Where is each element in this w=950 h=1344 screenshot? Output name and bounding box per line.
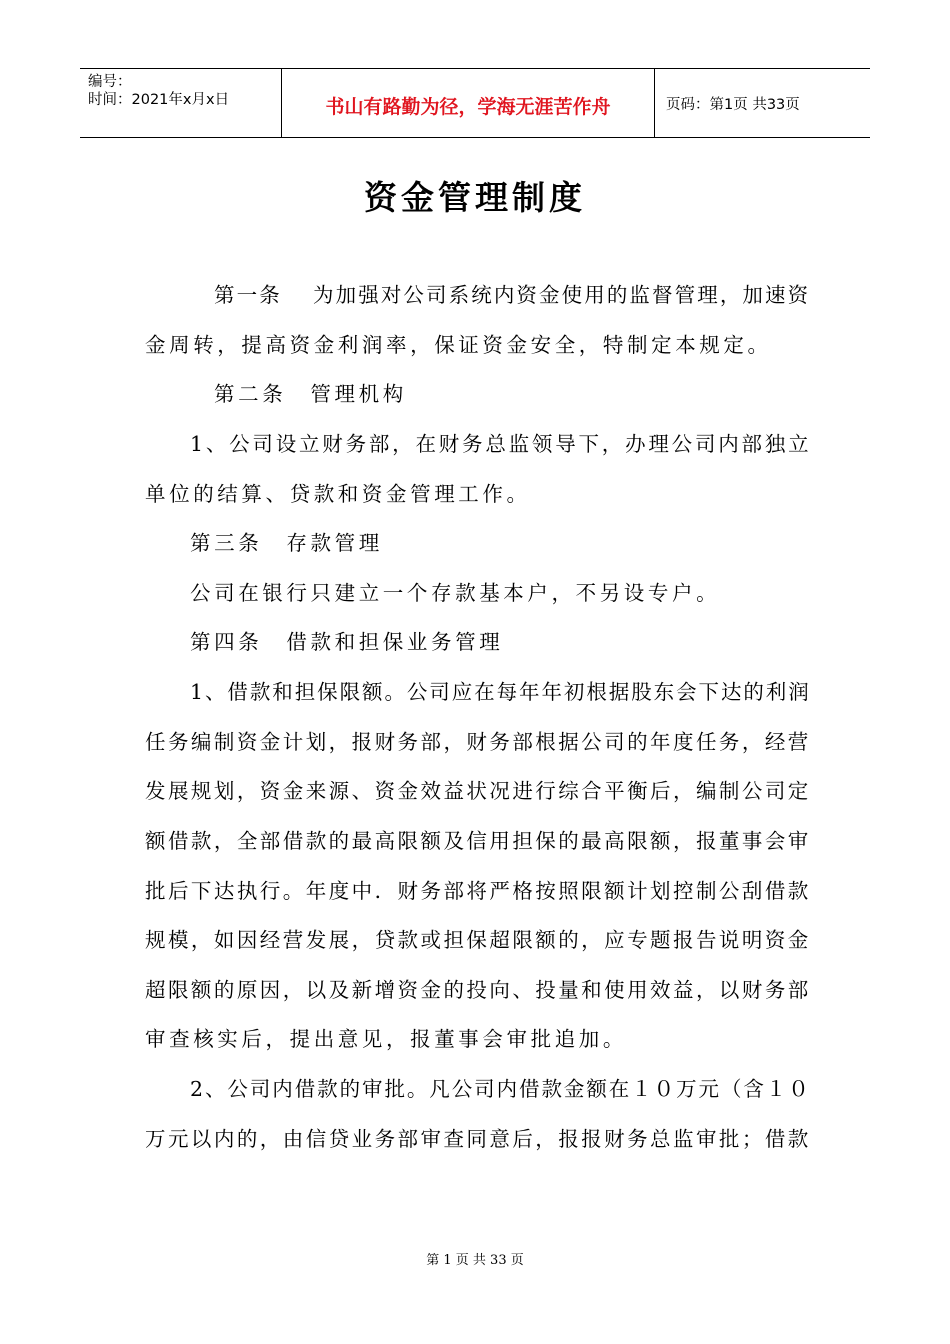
page-footer: 第 1 页 共 33 页 — [426, 1253, 524, 1268]
body-line: 金周转，提高资金利润率，保证资金安全，特制定本规定。 — [145, 333, 772, 357]
body-line: 公司在银行只建立一个存款基本户，不另设专户。 — [190, 581, 721, 605]
body-line: 审查核实后，提出意见，报董事会审批追加。 — [145, 1027, 627, 1051]
page-code: 页码：第1页 共33页 — [666, 97, 800, 113]
page-title: 资金管理制度 — [364, 178, 586, 217]
document-number-label: 编号： — [88, 74, 132, 90]
body-line: 任务编制资金计划，报财务部，财务部根据公司的年度任务，经营 — [145, 730, 811, 754]
body-line: 第三条 存款管理 — [190, 531, 383, 555]
header-meta-cell — [80, 69, 280, 137]
body-line: 1、公司设立财务部，在财务总监领导下，办理公司内部独立 — [190, 432, 812, 456]
body-line: 2、公司内借款的审批。凡公司内借款金额在１０万元（含１０ — [190, 1077, 811, 1101]
motto-text: 书山有路勤为径，学海无涯苦作舟 — [325, 96, 611, 118]
body-line: 额借款，全部借款的最高限额及信用担保的最高限额，报董事会审 — [145, 829, 811, 853]
document-date-label: 时间：2021年x月x日 — [88, 92, 230, 108]
body-line: 超限额的原因，以及新增资金的投向、投量和使用效益，以财务部 — [145, 978, 811, 1002]
body-line: 发展规划，资金来源、资金效益状况进行综合平衡后，编制公司定 — [145, 779, 811, 803]
document-header — [80, 68, 870, 138]
header-page-cell — [654, 69, 870, 137]
body-line: 单位的结算、贷款和资金管理工作。 — [145, 482, 531, 506]
body-line: 万元以内的，由信贷业务部审查同意后，报报财务总监审批；借款 — [145, 1127, 811, 1151]
body-line: 1、借款和担保限额。公司应在每年年初根据股东会下达的利润 — [190, 680, 811, 704]
body-line: 规模，如因经营发展，贷款或担保超限额的，应专题报告说明资金 — [145, 928, 811, 952]
body-line: 第一条 为加强对公司系统内资金使用的监督管理，加速资 — [214, 283, 811, 307]
body-line: 批后下达执行。年度中．财务部将严格按照限额计划控制公刮借款 — [145, 879, 811, 903]
body-line: 第四条 借款和担保业务管理 — [190, 630, 504, 654]
body-line: 第二条 管理机构 — [214, 382, 407, 406]
header-motto-cell — [281, 69, 655, 137]
